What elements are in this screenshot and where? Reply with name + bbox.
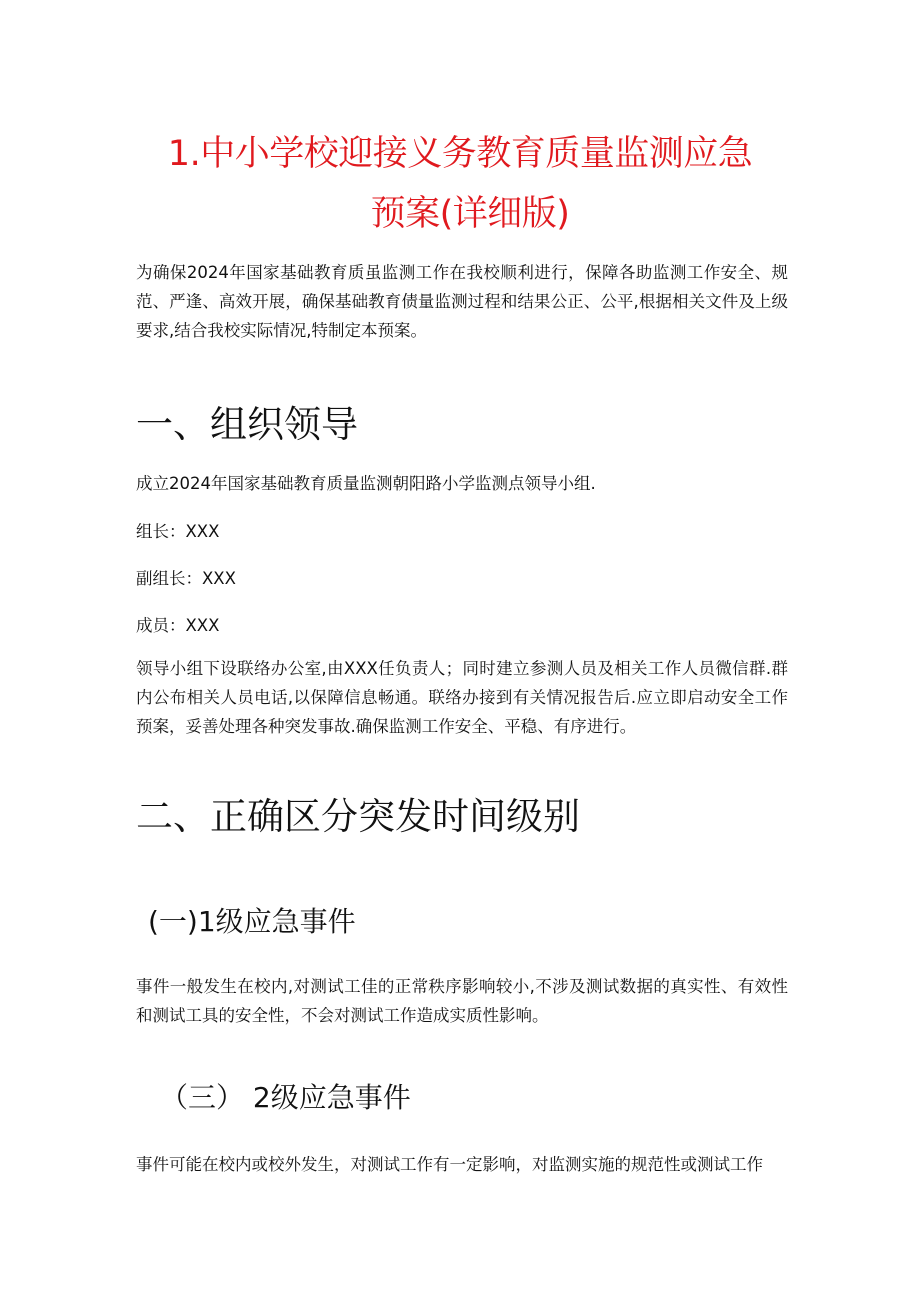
document-title-line2: 预案(详细版): [370, 194, 570, 234]
deputy-leader-line: 副组长：XXX: [136, 569, 236, 588]
intro-paragraph: 为确保2024年国家基础教育质虽监测工作在我校顺利进行，保障各助监测工作安全、规范、严逢、高效开展，确保基础教育债量监测过程和结果公正、公平,根据相关文件及上级要求,结合我校实际情况,特制定本预案。: [136, 263, 788, 340]
members-line: 成员：XXX: [136, 616, 220, 635]
subsection1-paragraph: 事件一般发生在校内,对测试工佳的正常秩序影响较小,不涉及测试数据的真实性、有效性和测试工具的安全性，不会对测试工作造成实质性影响。: [136, 977, 788, 1025]
section1-paragraph-2: 领导小组下设联络办公室,由XXX任负责人；同时建立参测人员及相关工作人员微信群.群内公布相关人员电话,以保障信息畅通。联络办接到有关情况报告后.应立即启动安全工作预案，妥善处理各种突发事故.确保监测工作安全、平稳、有序进行。: [136, 659, 788, 736]
section2-heading: 二、正确区分突发时间级别: [136, 795, 580, 838]
subsection2-paragraph: 事件可能在校内或校外发生，对测试工作有一定影响，对监测实施的规范性或测试工作: [136, 1155, 763, 1174]
section1-paragraph-1: 成立2024年国家基础教育质量监测朝阳路小学监测点领导小组.: [136, 474, 596, 493]
subsection1-heading: (一)1级应急事件: [148, 905, 356, 938]
document-title-line1: 1.中小学校迎接义务教育质量监测应急: [167, 134, 753, 174]
leader-line: 组长：XXX: [136, 522, 220, 541]
section1-heading: 一、组织领导: [136, 403, 358, 446]
subsection2-heading: （三） 2级应急事件: [160, 1081, 411, 1114]
